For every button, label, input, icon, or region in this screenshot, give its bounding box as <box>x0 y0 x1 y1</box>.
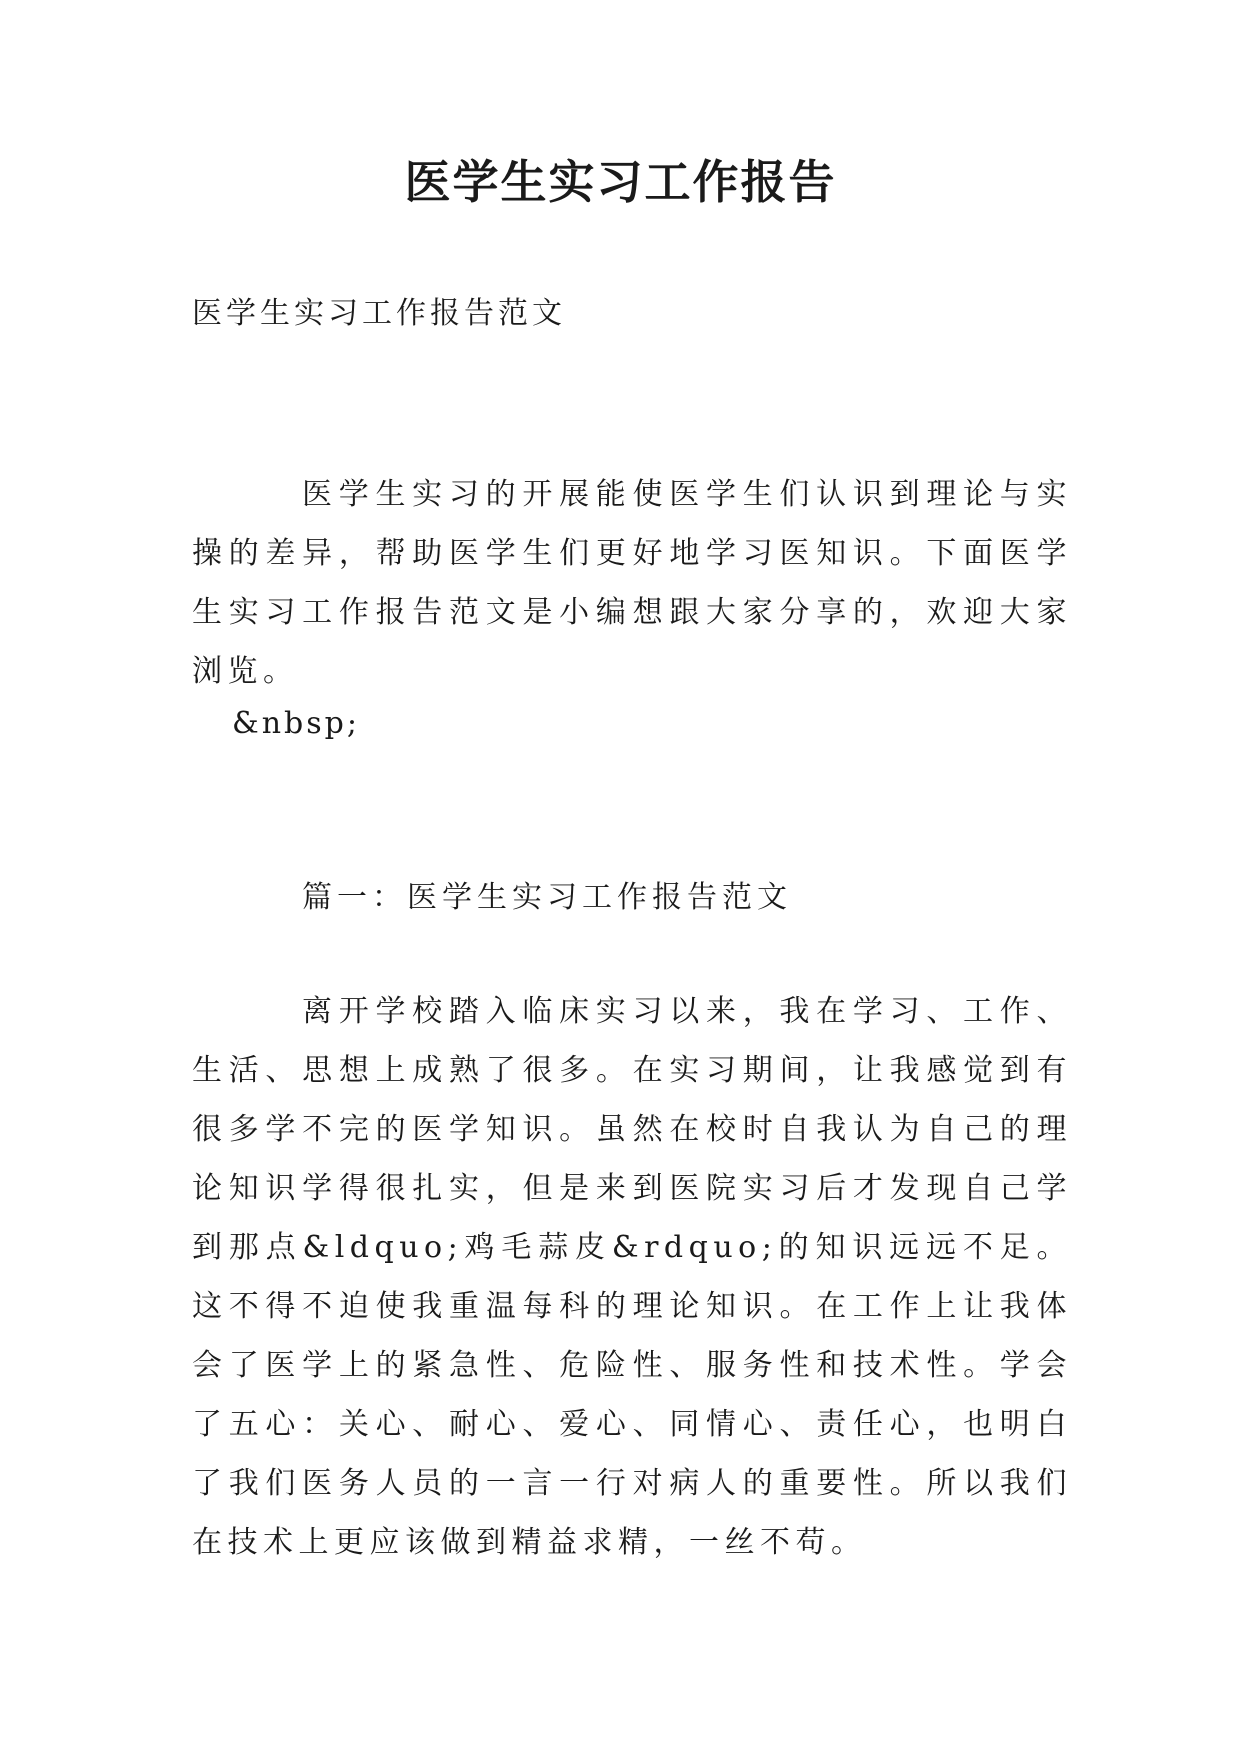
nbsp-entity-text: &nbsp; <box>232 706 360 741</box>
document-title: 医学生实习工作报告 <box>404 155 837 209</box>
intro-paragraph: 医学生实习的开展能使医学生们认识到理论与实操的差异，帮助医学生们更好地学习医知识。下面医学生实习工作报告范文是小编想跟大家分享的，欢迎大家浏览。 <box>192 477 1072 689</box>
section-heading: 篇一：医学生实习工作报告范文 <box>302 880 792 915</box>
document-subtitle: 医学生实习工作报告范文 <box>192 296 566 331</box>
body-paragraph: 离开学校踏入临床实习以来，我在学习、工作、生活、思想上成熟了很多。在实习期间，让我感觉到有很多学不完的医学知识。虽然在校时自我认为自己的理论知识学得很扎实，但是来到医院实习后才发现自己学到那点&ldquo;鸡毛蒜皮&rdquo;的知识远远不足。这不得不迫使我重温每科的理论知识。在工作上让我体会了医学上的紧急性、危险性、服务性和技术性。学会了五心：关心、耐心、爱心、同情心、责任心，也明白了我们医务人员的一言一行对病人的重要性。所以我们在技术上更应该做到精益求精，一丝不苟。 <box>192 994 1072 1560</box>
